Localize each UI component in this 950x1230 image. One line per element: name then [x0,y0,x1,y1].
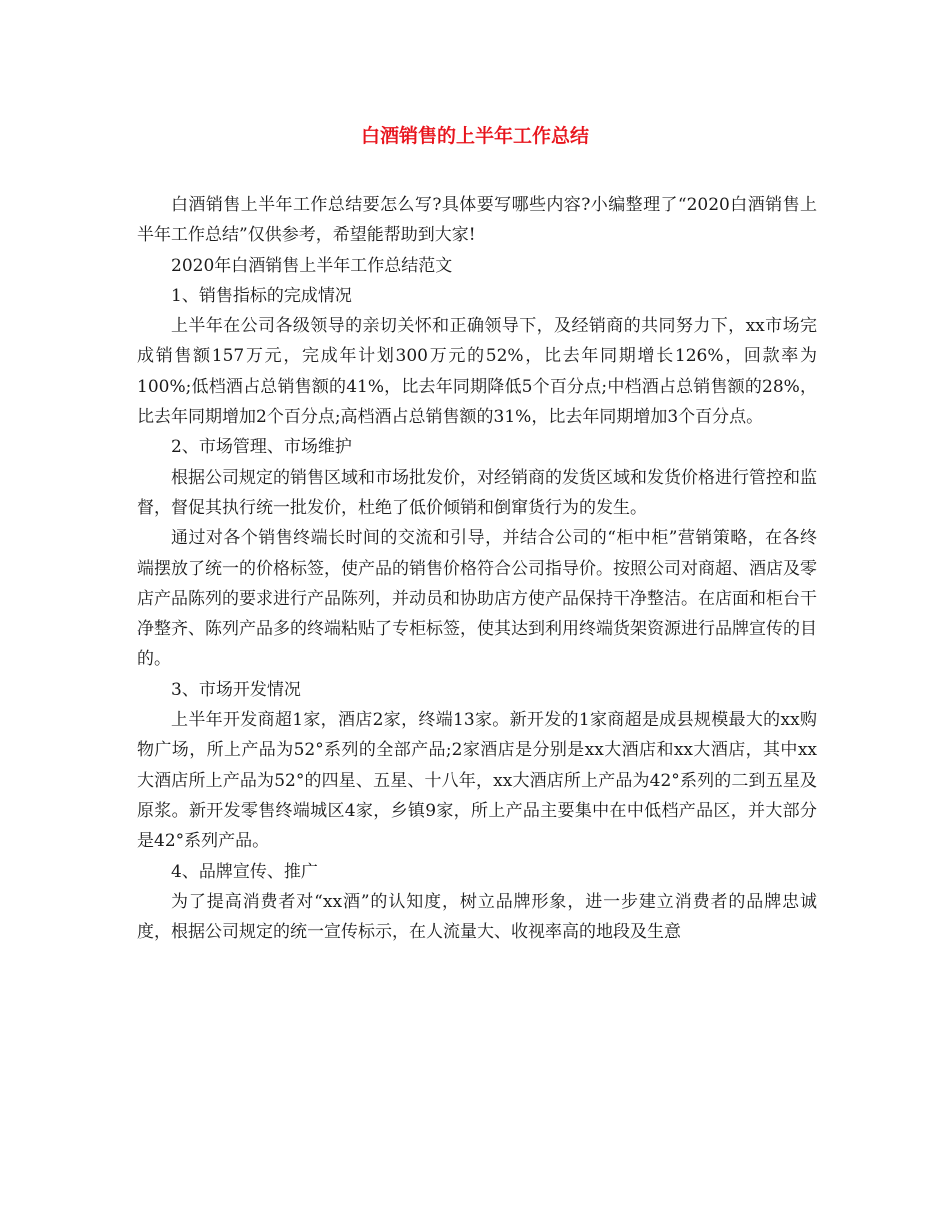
paragraph-brand-promotion: 为了提高消费者对“xx酒”的认知度，树立品牌形象，进一步建立消费者的品牌忠诚度，根据公司规定的统一宣传标示，在人流量大、收视率高的地段及生意 [137,891,817,943]
section-heading-1: 1、销售指标的完成情况 [171,285,352,306]
section-heading-3: 3、市场开发情况 [171,679,301,700]
paragraph-sales-targets: 上半年在公司各级领导的亲切关怀和正确领导下，及经销商的共同努力下，xx市场完成销售额157万元，完成年计划300万元的52%，比去年同期增长126%，回款率为100%;低档酒占总销售额的41%，比去年同期降低5个百分点;中档酒占总销售额的28%，比去年同期增加2个百分点;高档酒占总销售额的31%，比去年同期增加3个百分点。 [137,316,817,428]
section-heading-sample: 2020年白酒销售上半年工作总结范文 [171,255,453,276]
paragraph-market-development: 上半年开发商超1家，酒店2家，终端13家。新开发的1家商超是成县规模最大的xx购物广场，所上产品为52°系列的全部产品;2家酒店是分别是xx大酒店和xx大酒店，其中xx大酒店所上产品为52°的四星、五星、十八年，xx大酒店所上产品为42°系列的二到五星及原浆。新开发零售终端城区4家，乡镇9家，所上产品主要集中在中低档产品区，并大部分是42°系列产品。 [137,710,817,852]
intro-paragraph: 白酒销售上半年工作总结要怎么写?具体要写哪些内容?小编整理了“2020白酒销售上半年工作总结”仅供参考，希望能帮助到大家! [137,195,817,246]
section-heading-4: 4、品牌宣传、推广 [171,861,318,882]
section-heading-2: 2、市场管理、市场维护 [171,437,352,458]
paragraph-terminal-display: 通过对各个销售终端长时间的交流和引导，并结合公司的“柜中柜”营销策略，在各终端摆放了统一的价格标签，使产品的销售价格符合公司指导价。按照公司对商超、酒店及零店产品陈列的要求进行产品陈列，并动员和协助店方使产品保持干净整洁。在店面和柜台干净整齐、陈列产品多的终端粘贴了专柜标签，使其达到利用终端货架资源进行品牌宣传的目的。 [137,528,817,670]
document-title: 白酒销售的上半年工作总结 [360,125,589,147]
paragraph-market-control: 根据公司规定的销售区域和市场批发价，对经销商的发货区域和发货价格进行管控和监督，督促其执行统一批发价，杜绝了低价倾销和倒窜货行为的发生。 [137,467,817,518]
document-body [137,190,817,947]
